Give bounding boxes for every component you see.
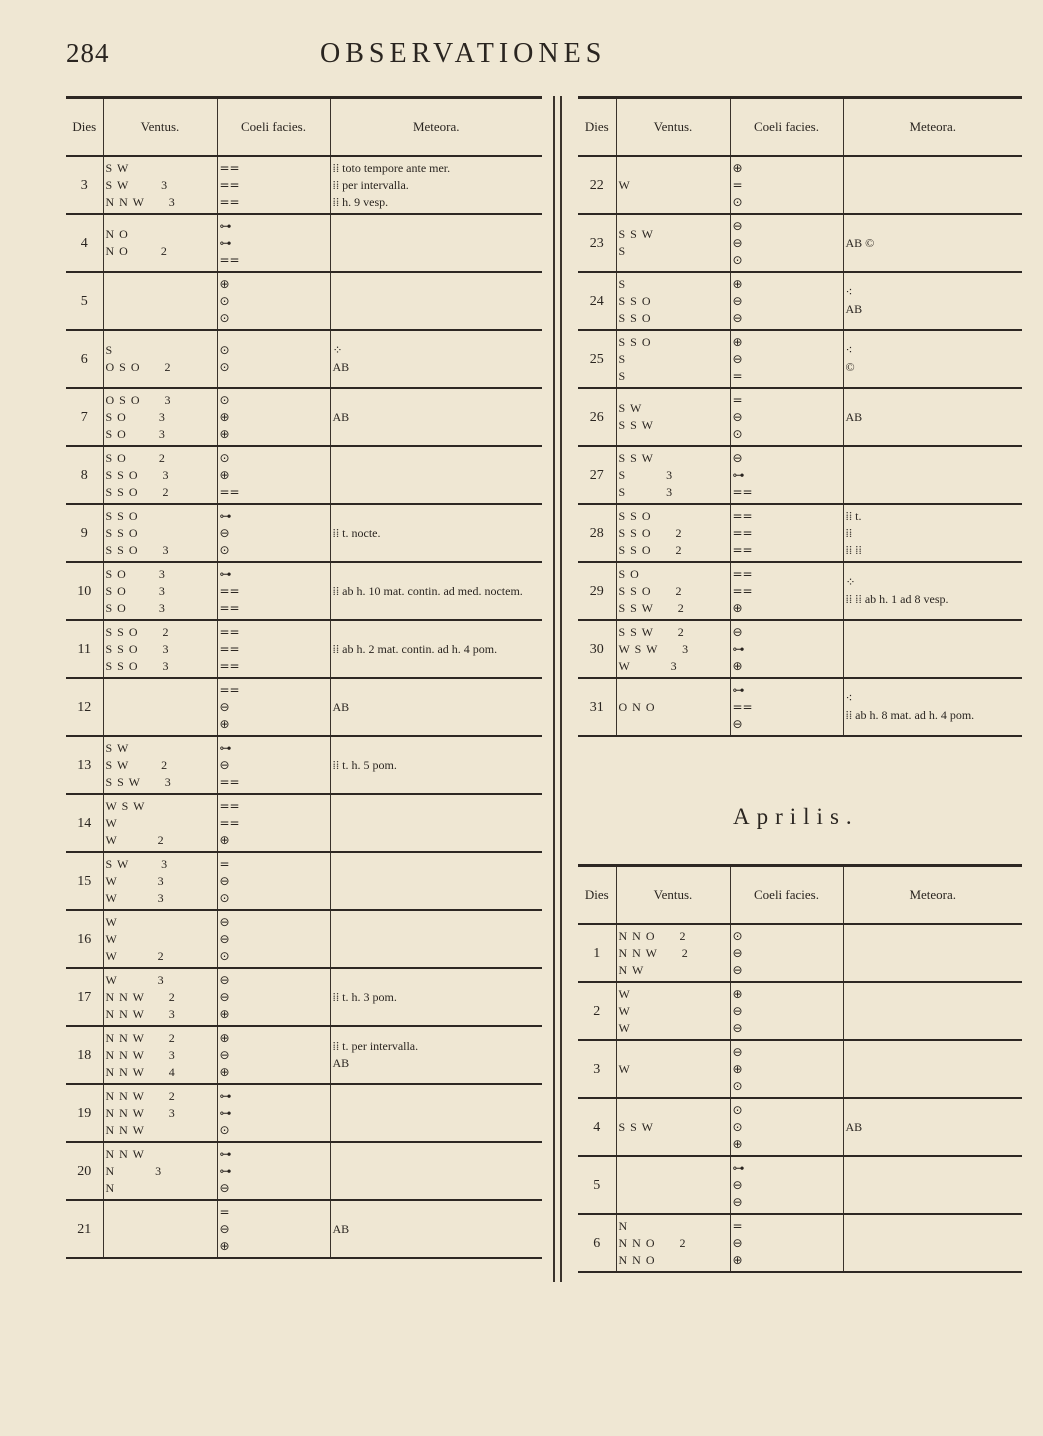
coeli-facies-cell: ⊕ = ⊙: [730, 156, 843, 214]
coeli-facies-cell: ⊙ ⊕ ==: [217, 446, 330, 504]
coeli-facies-cell: ⊶ ⊶ ==: [217, 214, 330, 272]
meteora-cell: [330, 214, 542, 272]
day-cell: 1: [578, 924, 616, 982]
ventus-cell: S W S W 2 S S W 3: [103, 736, 217, 794]
day-cell: 23: [578, 214, 616, 272]
coeli-facies-cell: ⊕ ⊖ ⊖: [730, 982, 843, 1040]
meteora-cell: [330, 1084, 542, 1142]
aprilis-heading: Aprilis.: [733, 804, 859, 829]
coeli-facies-cell: ⊶ == ⊖: [730, 678, 843, 736]
table-header-row: [578, 98, 1022, 157]
coeli-facies-cell: ⊙ ⊕ ⊕: [217, 388, 330, 446]
table-header-row: [66, 98, 542, 157]
coeli-facies-cell: ⊖ ⊕ ⊙: [730, 1040, 843, 1098]
coeli-facies-cell: == == ⊕: [730, 562, 843, 620]
day-cell: 27: [578, 446, 616, 504]
meteora-cell: AB: [843, 1098, 1022, 1156]
ventus-cell: O S O 3 S O 3 S O 3: [103, 388, 217, 446]
day-cell: 9: [66, 504, 103, 562]
ventus-cell: S S W S 3 S 3: [616, 446, 730, 504]
table-row: [578, 620, 1022, 678]
meteora-cell: [330, 446, 542, 504]
coeli-facies-cell: ⊙ ⊙: [217, 330, 330, 388]
coeli-facies-cell: ⊶ ⊖ ⊙: [217, 504, 330, 562]
day-cell: 5: [578, 1156, 616, 1214]
march-table-left: [66, 96, 542, 1259]
day-cell: 19: [66, 1084, 103, 1142]
table-row: [66, 678, 542, 736]
coeli-facies-cell: == == ⊕: [217, 794, 330, 852]
table-row: [578, 446, 1022, 504]
meteora-header: Meteora.: [843, 866, 1022, 925]
meteora-cell: [843, 1214, 1022, 1272]
meteora-cell: ⁖ ⁞⁞ ab h. 8 mat. ad h. 4 pom.: [843, 678, 1022, 736]
meteora-cell: ⁘ ⁞⁞ ⁞⁞ ab h. 1 ad 8 vesp.: [843, 562, 1022, 620]
meteora-cell: ⁞⁞ t. h. 3 pom.: [330, 968, 542, 1026]
coeli-facies-cell: ⊶ ⊖ ==: [217, 736, 330, 794]
day-cell: 13: [66, 736, 103, 794]
table-row: [66, 620, 542, 678]
coeli-facies-cell: = ⊖ ⊙: [730, 388, 843, 446]
dies-header: Dies: [578, 866, 616, 925]
column-divider: [553, 96, 555, 1282]
table-header-row: [578, 866, 1022, 925]
ventus-header: Ventus.: [616, 98, 730, 157]
meteora-cell: ⁞⁞ t. ⁞⁞ ⁞⁞ ⁞⁞: [843, 504, 1022, 562]
ventus-cell: S S W: [616, 1098, 730, 1156]
day-cell: 21: [66, 1200, 103, 1258]
meteora-cell: [843, 446, 1022, 504]
coeli-facies-header: Coeli facies.: [730, 866, 843, 925]
day-cell: 6: [578, 1214, 616, 1272]
ventus-cell: S S W 2 W S W 3 W 3: [616, 620, 730, 678]
coeli-facies-cell: == == ==: [730, 504, 843, 562]
day-cell: 29: [578, 562, 616, 620]
ventus-cell: W: [616, 1040, 730, 1098]
coeli-facies-cell: ⊕ ⊙ ⊙: [217, 272, 330, 330]
meteora-cell: ⁞⁞ t. per intervalla. AB: [330, 1026, 542, 1084]
meteora-cell: [843, 924, 1022, 982]
day-cell: 14: [66, 794, 103, 852]
coeli-facies-cell: = ⊖ ⊕: [217, 1200, 330, 1258]
coeli-facies-cell: ⊶ ⊶ ⊖: [217, 1142, 330, 1200]
table-row: [66, 736, 542, 794]
ventus-cell: [103, 272, 217, 330]
running-title: OBSERVATIONES: [320, 38, 607, 69]
meteora-cell: ⁞⁞ t. h. 5 pom.: [330, 736, 542, 794]
day-cell: 20: [66, 1142, 103, 1200]
meteora-header: Meteora.: [843, 98, 1022, 157]
table-row: [66, 1084, 542, 1142]
meteora-cell: AB: [330, 388, 542, 446]
table-row: [578, 388, 1022, 446]
table-row: [66, 794, 542, 852]
day-cell: 24: [578, 272, 616, 330]
coeli-facies-cell: ⊖ ⊖ ⊙: [730, 214, 843, 272]
table-row: [66, 910, 542, 968]
day-cell: 18: [66, 1026, 103, 1084]
table-row: [578, 1040, 1022, 1098]
ventus-cell: N N W 2 N N W 3 N N W: [103, 1084, 217, 1142]
meteora-cell: AB: [330, 678, 542, 736]
april-table: [578, 864, 1022, 1273]
ventus-cell: S W S S W: [616, 388, 730, 446]
coeli-facies-cell: ⊙ ⊙ ⊕: [730, 1098, 843, 1156]
dies-header: Dies: [66, 98, 103, 157]
day-cell: 12: [66, 678, 103, 736]
ventus-cell: N N W 2 N N W 3 N N W 4: [103, 1026, 217, 1084]
table-row: [66, 562, 542, 620]
table-row: [66, 272, 542, 330]
ventus-cell: W W W 2: [103, 910, 217, 968]
table-row: [578, 1156, 1022, 1214]
day-cell: 4: [578, 1098, 616, 1156]
ventus-cell: S O S S O 2 S S W 2: [616, 562, 730, 620]
day-cell: 7: [66, 388, 103, 446]
ventus-cell: W W W: [616, 982, 730, 1040]
meteora-cell: [330, 794, 542, 852]
ventus-cell: S O 2 S S O 3 S S O 2: [103, 446, 217, 504]
ventus-cell: [616, 1156, 730, 1214]
ventus-cell: S S S O S S O: [616, 272, 730, 330]
day-cell: 17: [66, 968, 103, 1026]
coeli-facies-header: Coeli facies.: [217, 98, 330, 157]
meteora-cell: [330, 852, 542, 910]
table-row: [578, 982, 1022, 1040]
day-cell: 28: [578, 504, 616, 562]
day-cell: 25: [578, 330, 616, 388]
table-row: [578, 1214, 1022, 1272]
day-cell: 30: [578, 620, 616, 678]
ventus-cell: O N O: [616, 678, 730, 736]
page-number: 284: [66, 38, 110, 68]
ventus-cell: S S O 2 S S O 3 S S O 3: [103, 620, 217, 678]
meteora-cell: ⁞⁞ toto tempore ante mer. ⁞⁞ per intervalla. ⁞⁞ h. 9 vesp.: [330, 156, 542, 214]
ventus-cell: W: [616, 156, 730, 214]
table-row: [578, 272, 1022, 330]
ventus-cell: N N W N 3 N: [103, 1142, 217, 1200]
meteora-cell: ⁘ AB: [330, 330, 542, 388]
coeli-facies-cell: ⊕ ⊖ =: [730, 330, 843, 388]
table-row: [66, 156, 542, 214]
table-row: [578, 678, 1022, 736]
table-row: [66, 214, 542, 272]
meteora-cell: [843, 620, 1022, 678]
ventus-cell: N N N O 2 N N O: [616, 1214, 730, 1272]
meteora-cell: AB: [330, 1200, 542, 1258]
day-cell: 4: [66, 214, 103, 272]
ventus-cell: S O S O 2: [103, 330, 217, 388]
table-row: [578, 330, 1022, 388]
ventus-cell: N N O 2 N N W 2 N W: [616, 924, 730, 982]
meteora-cell: [330, 910, 542, 968]
meteora-cell: [843, 1156, 1022, 1214]
ventus-cell: S S O S S O S S O 3: [103, 504, 217, 562]
meteora-cell: ⁖ ©: [843, 330, 1022, 388]
coeli-facies-cell: == ⊖ ⊕: [217, 678, 330, 736]
table-row: [66, 1200, 542, 1258]
coeli-facies-cell: ⊕ ⊖ ⊕: [217, 1026, 330, 1084]
day-cell: 16: [66, 910, 103, 968]
day-cell: 10: [66, 562, 103, 620]
table-row: [578, 1098, 1022, 1156]
table-row: [66, 330, 542, 388]
table-row: [578, 156, 1022, 214]
meteora-cell: [330, 272, 542, 330]
meteora-cell: [843, 156, 1022, 214]
table-row: [66, 1026, 542, 1084]
day-cell: 2: [578, 982, 616, 1040]
coeli-facies-cell: ⊖ ⊖ ⊕: [217, 968, 330, 1026]
coeli-facies-cell: == == ==: [217, 156, 330, 214]
day-cell: 31: [578, 678, 616, 736]
table-row: [578, 214, 1022, 272]
coeli-facies-cell: = ⊖ ⊙: [217, 852, 330, 910]
table-row: [66, 446, 542, 504]
day-cell: 26: [578, 388, 616, 446]
coeli-facies-cell: ⊕ ⊖ ⊖: [730, 272, 843, 330]
day-cell: 6: [66, 330, 103, 388]
table-row: [66, 504, 542, 562]
march-table-right: [578, 96, 1022, 737]
day-cell: 3: [578, 1040, 616, 1098]
coeli-facies-cell: ⊖ ⊶ ==: [730, 446, 843, 504]
table-row: [66, 388, 542, 446]
coeli-facies-cell: = ⊖ ⊕: [730, 1214, 843, 1272]
coeli-facies-cell: ⊖ ⊖ ⊙: [217, 910, 330, 968]
table-row: [66, 852, 542, 910]
ventus-cell: W 3 N N W 2 N N W 3: [103, 968, 217, 1026]
meteora-cell: [843, 982, 1022, 1040]
ventus-cell: N O N O 2: [103, 214, 217, 272]
coeli-facies-cell: ⊶ ⊖ ⊖: [730, 1156, 843, 1214]
ventus-header: Ventus.: [103, 98, 217, 157]
meteora-cell: ⁞⁞ t. nocte.: [330, 504, 542, 562]
ventus-cell: S W 3 W 3 W 3: [103, 852, 217, 910]
meteora-cell: AB ©: [843, 214, 1022, 272]
coeli-facies-cell: ⊶ == ==: [217, 562, 330, 620]
table-row: [578, 504, 1022, 562]
ventus-cell: S S W S: [616, 214, 730, 272]
table-row: [66, 968, 542, 1026]
day-cell: 5: [66, 272, 103, 330]
day-cell: 11: [66, 620, 103, 678]
dies-header: Dies: [578, 98, 616, 157]
ventus-cell: S S O S S O 2 S S O 2: [616, 504, 730, 562]
meteora-header: Meteora.: [330, 98, 542, 157]
meteora-cell: [330, 1142, 542, 1200]
table-row: [578, 562, 1022, 620]
ventus-cell: S W S W 3 N N W 3: [103, 156, 217, 214]
meteora-cell: ⁖ AB: [843, 272, 1022, 330]
table-row: [66, 1142, 542, 1200]
coeli-facies-cell: == == ==: [217, 620, 330, 678]
coeli-facies-cell: ⊙ ⊖ ⊖: [730, 924, 843, 982]
ventus-cell: [103, 1200, 217, 1258]
day-cell: 15: [66, 852, 103, 910]
meteora-cell: ⁞⁞ ab h. 10 mat. contin. ad med. noctem.: [330, 562, 542, 620]
coeli-facies-header: Coeli facies.: [730, 98, 843, 157]
day-cell: 3: [66, 156, 103, 214]
coeli-facies-cell: ⊶ ⊶ ⊙: [217, 1084, 330, 1142]
day-cell: 22: [578, 156, 616, 214]
day-cell: 8: [66, 446, 103, 504]
coeli-facies-cell: ⊖ ⊶ ⊕: [730, 620, 843, 678]
table-row: [578, 924, 1022, 982]
ventus-header: Ventus.: [616, 866, 730, 925]
column-divider: [560, 96, 562, 1282]
ventus-cell: S O 3 S O 3 S O 3: [103, 562, 217, 620]
meteora-cell: ⁞⁞ ab h. 2 mat. contin. ad h. 4 pom.: [330, 620, 542, 678]
ventus-cell: [103, 678, 217, 736]
meteora-cell: AB: [843, 388, 1022, 446]
ventus-cell: S S O S S: [616, 330, 730, 388]
meteora-cell: [843, 1040, 1022, 1098]
ventus-cell: W S W W W 2: [103, 794, 217, 852]
